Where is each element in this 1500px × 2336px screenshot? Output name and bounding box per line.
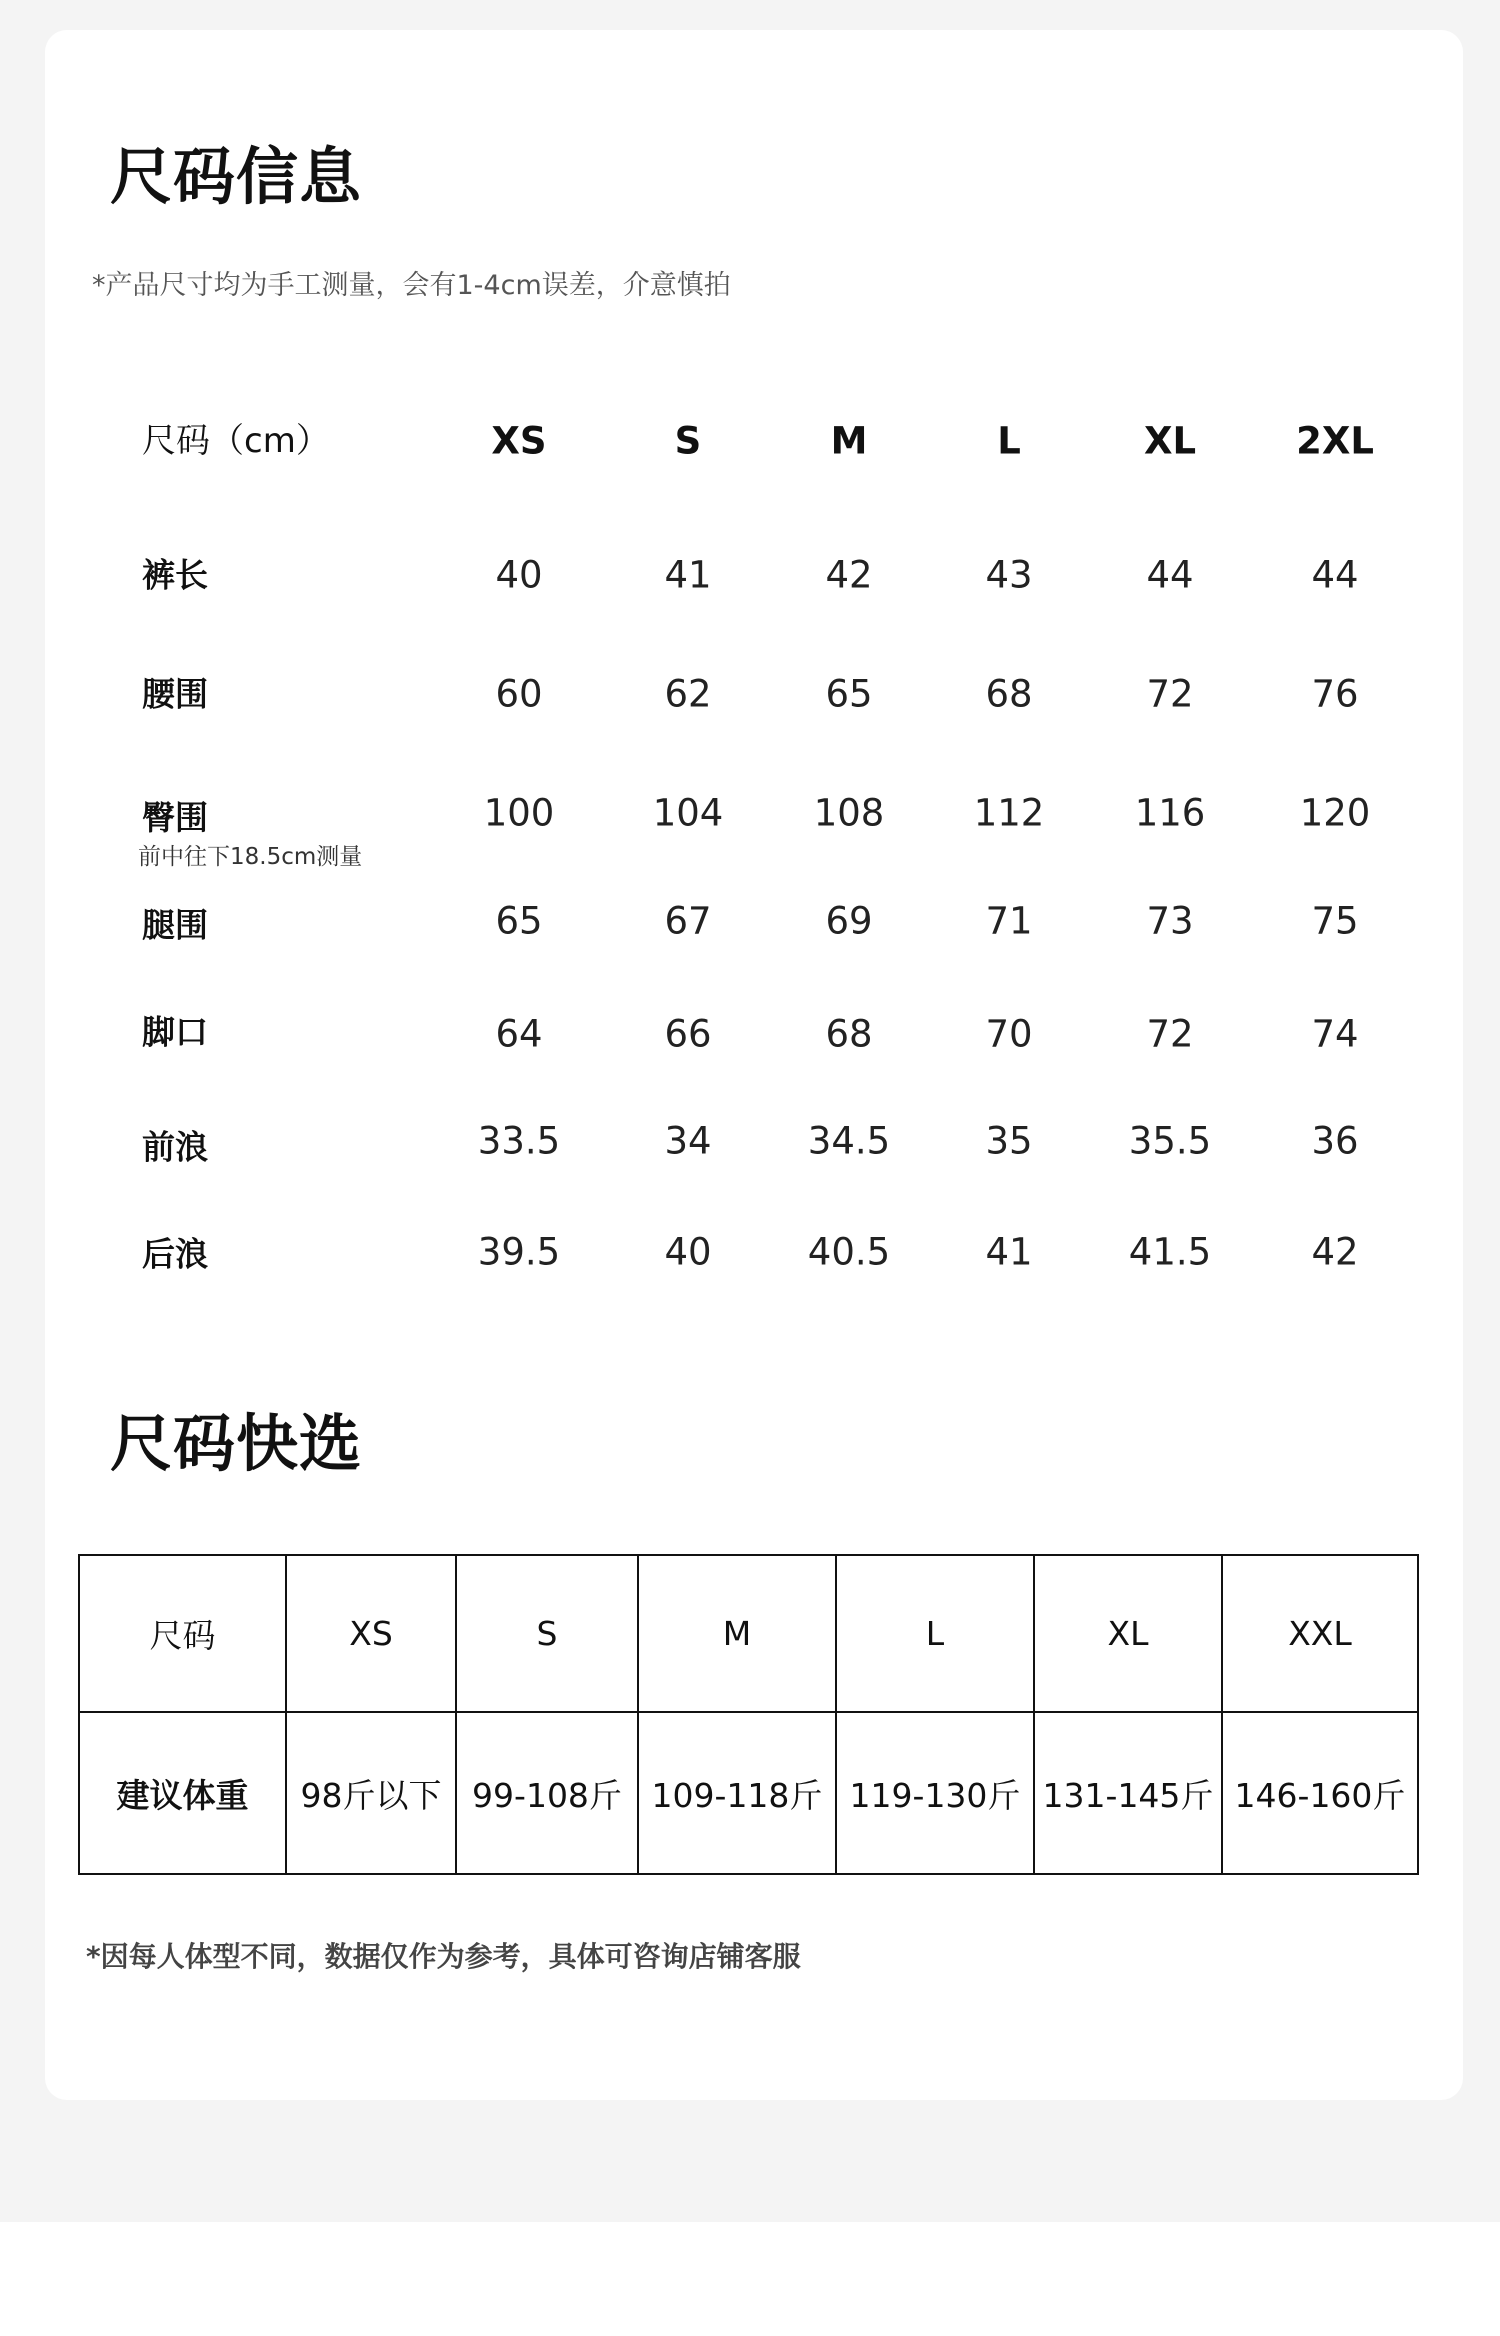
measure-value: 64: [495, 1012, 543, 1056]
quick-size-header-label: 尺码: [79, 1555, 286, 1712]
weight-cell: 131-145斤: [1034, 1712, 1222, 1874]
measure-value: 71: [985, 899, 1033, 943]
measure-value: 65: [495, 899, 543, 943]
measure-label: [142, 905, 208, 945]
quick-size-cell: XS: [286, 1555, 456, 1712]
size-column-header: XL: [1143, 419, 1197, 463]
measure-sub-note: 前中往下18.5cm测量: [138, 844, 363, 870]
measure-value: 69: [825, 899, 873, 943]
weight-cell: 146-160斤: [1222, 1712, 1418, 1874]
measure-value: 44: [1146, 553, 1194, 597]
measure-value: 70: [985, 1012, 1033, 1056]
weight-cell: 119-130斤: [836, 1712, 1034, 1874]
measure-label: [142, 1127, 208, 1167]
measure-value: 65: [825, 672, 873, 716]
measure-label-text: 臀围: [142, 798, 208, 837]
quick-size-title: 尺码快选: [110, 1407, 363, 1480]
measure-value: 60: [495, 672, 543, 716]
quick-size-row: [79, 1555, 1418, 1712]
size-info-title: 尺码信息: [110, 140, 363, 213]
measure-label: [142, 555, 208, 595]
measure-label-text: 腿围: [142, 905, 208, 945]
quick-size-cell: XL: [1034, 1555, 1222, 1712]
weight-cell: 109-118斤: [638, 1712, 836, 1874]
measure-label-text: 腰围: [142, 674, 208, 714]
size-column-header: L: [997, 419, 1021, 463]
measure-value: 39.5: [477, 1230, 561, 1274]
measure-value: 68: [985, 672, 1033, 716]
measure-value: 43: [985, 553, 1033, 597]
measurement-note: *产品尺寸均为手工测量，会有1-4cm误差，介意慎拍: [92, 270, 731, 301]
measure-value: 36: [1311, 1119, 1359, 1163]
weight-cell: 99-108斤: [456, 1712, 638, 1874]
measure-value: 112: [973, 791, 1045, 835]
weight-cell: 98斤以下: [286, 1712, 456, 1874]
measure-value: 62: [664, 672, 712, 716]
measure-value: 42: [1311, 1230, 1359, 1274]
measure-value: 66: [664, 1012, 712, 1056]
measure-value: 40: [495, 553, 543, 597]
measure-label: [138, 798, 363, 870]
quick-size-cell: XXL: [1222, 1555, 1418, 1712]
measure-value: 34.5: [807, 1119, 891, 1163]
reference-note: *因每人体型不同，数据仅作为参考，具体可咨询店铺客服: [86, 1940, 801, 1973]
measure-value: 108: [813, 791, 885, 835]
measure-label-text: 脚口: [142, 1012, 208, 1052]
measure-value: 40.5: [807, 1230, 891, 1274]
measure-value: 67: [664, 899, 712, 943]
measure-value: 40: [664, 1230, 712, 1274]
measure-value: 120: [1299, 791, 1371, 835]
size-column-header: XS: [491, 419, 547, 463]
quick-size-cell: S: [456, 1555, 638, 1712]
quick-size-cell: M: [638, 1555, 836, 1712]
measure-value: 73: [1146, 899, 1194, 943]
measure-value: 104: [652, 791, 724, 835]
measure-value: 41: [664, 553, 712, 597]
measure-label-text: 后浪: [142, 1234, 208, 1274]
measure-value: 74: [1311, 1012, 1359, 1056]
measure-value: 68: [825, 1012, 873, 1056]
size-column-header: S: [674, 419, 702, 463]
measure-value: 100: [483, 791, 555, 835]
size-column-header: 2XL: [1296, 419, 1374, 463]
bottom-strip: [0, 2222, 1500, 2336]
measure-value: 42: [825, 553, 873, 597]
measure-value: 41: [985, 1230, 1033, 1274]
measure-value: 72: [1146, 672, 1194, 716]
weight-label: 建议体重: [79, 1712, 286, 1874]
size-header-label: 尺码（cm）: [142, 421, 330, 461]
measure-value: 75: [1311, 899, 1359, 943]
measure-value: 76: [1311, 672, 1359, 716]
quick-size-table: [78, 1554, 1419, 1875]
quick-size-cell: L: [836, 1555, 1034, 1712]
measure-label-text: 前浪: [142, 1127, 208, 1167]
measure-value: 44: [1311, 553, 1359, 597]
quick-weight-row: [79, 1712, 1418, 1874]
measure-label: [142, 1012, 208, 1052]
measure-value: 35: [985, 1119, 1033, 1163]
measure-label: [142, 1234, 208, 1274]
measure-value: 116: [1134, 791, 1206, 835]
measure-value: 35.5: [1128, 1119, 1212, 1163]
measure-label-text: 裤长: [142, 555, 208, 595]
measure-value: 33.5: [477, 1119, 561, 1163]
measure-value: 41.5: [1128, 1230, 1212, 1274]
measure-value: 34: [664, 1119, 712, 1163]
measure-value: 72: [1146, 1012, 1194, 1056]
measure-label: [142, 674, 208, 714]
size-column-header: M: [830, 419, 868, 463]
